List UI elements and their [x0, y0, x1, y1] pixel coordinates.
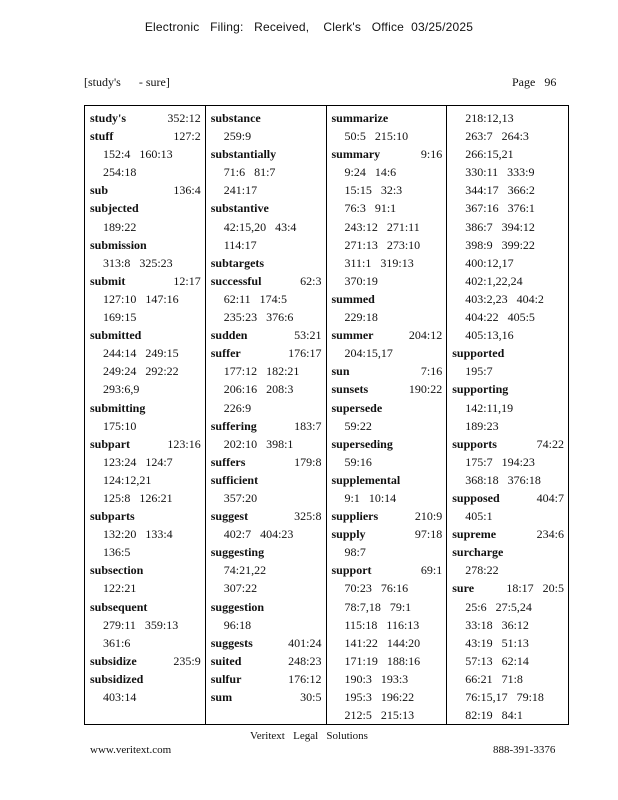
index-ref-line: 226:9 [223, 400, 252, 415]
index-ref: 176:12 [288, 671, 322, 686]
entry-head [332, 471, 443, 489]
index-ref-line: 403:14 [103, 690, 137, 704]
index-ref-line: 66:21 71:8 [465, 671, 523, 686]
index-ref-line: 115:18 116:13 [344, 617, 420, 632]
index-ref: 7:16 [420, 364, 443, 379]
index-term: submission [90, 237, 147, 252]
index-entry [211, 326, 322, 344]
footer-phone: 888-391-3376 [493, 744, 556, 756]
index-term: stuff [90, 129, 114, 144]
index-ref-line: 57:13 62:14 [465, 653, 529, 668]
entry-head [332, 326, 443, 344]
index-ref: 30:5 [300, 690, 322, 704]
index-entry [211, 272, 322, 326]
index-ref-line: 9:1 10:14 [344, 490, 397, 505]
index-term: supporting [452, 382, 509, 397]
entry-head [211, 417, 322, 435]
index-ref-line: 71:6 81:7 [223, 165, 276, 180]
index-ref-line: 177:12 182:21 [223, 364, 300, 379]
entry-head [452, 344, 564, 362]
index-ref-line: 279:11 359:13 [103, 617, 179, 632]
index-term: supplemental [331, 472, 401, 487]
index-term: surcharge [452, 545, 504, 560]
index-ref-line: 171:19 188:16 [344, 653, 421, 668]
index-term: subparts [90, 509, 135, 524]
index-ref-line: 405:1 [465, 509, 493, 524]
entry-head [211, 326, 322, 344]
index-ref-line: 244:14 249:15 [103, 346, 179, 361]
index-ref-line: 204:15,17 [344, 346, 393, 361]
index-ref: 9:16 [420, 147, 443, 162]
index-entry [332, 507, 443, 525]
index-term: suggesting [210, 545, 265, 560]
index-ref-line: 402:7 404:23 [223, 527, 294, 542]
index-ref-line: 266:15,21 [465, 147, 514, 162]
entry-head [90, 670, 201, 688]
index-term: summary [331, 147, 381, 162]
index-ref-line: 132:20 133:4 [103, 527, 173, 542]
index-ref-line: 78:7,18 79:1 [344, 599, 412, 614]
entry-head [211, 344, 322, 362]
entry-head [90, 236, 201, 254]
entry-head [332, 507, 443, 525]
index-ref-line: 70:23 76:16 [344, 581, 409, 596]
index-ref-line: 311:1 319:13 [344, 255, 414, 270]
entry-head [332, 145, 443, 163]
index-entry [332, 561, 443, 724]
index-entry [452, 543, 564, 579]
index-term: summed [331, 291, 375, 306]
index-ref-line: 136:5 [103, 545, 131, 560]
index-entry [332, 471, 443, 507]
index-ref-line: 190:3 193:3 [344, 671, 409, 686]
entry-head [211, 688, 322, 706]
index-term: suggestion [210, 599, 265, 614]
entry-head [90, 199, 201, 217]
index-ref-line: 33:18 36:12 [465, 617, 529, 632]
index-term: suffering [210, 418, 257, 433]
entry-head [211, 507, 322, 525]
index-ref-line: 229:18 [344, 310, 378, 325]
index-column-3 [327, 106, 448, 724]
index-term: subpart [90, 436, 131, 451]
index-term: sulfur [210, 671, 242, 686]
index-entry [452, 525, 564, 543]
index-ref-line: 367:16 376:1 [465, 201, 535, 216]
entry-head [211, 652, 322, 670]
index-term: sum [210, 690, 233, 704]
index-ref-line: 175:10 [103, 418, 137, 433]
index-ref-line: 62:11 174:5 [223, 291, 287, 306]
index-term: subsequent [90, 599, 148, 614]
index-ref-line: 271:13 273:10 [344, 237, 421, 252]
entry-head [332, 399, 443, 417]
index-ref-line: 202:10 398:1 [223, 436, 294, 451]
index-entry [211, 254, 322, 272]
index-entry [90, 109, 201, 127]
index-entry [332, 326, 443, 362]
index-term: sun [331, 364, 350, 379]
index-ref: 404:7 [536, 490, 564, 505]
index-ref: 204:12 [408, 328, 443, 343]
index-entry [452, 435, 564, 489]
index-term: superseding [331, 436, 393, 451]
index-ref-line: 313:8 325:23 [103, 255, 173, 270]
index-term: suggest [210, 509, 249, 524]
index-ref-line: 368:18 376:18 [465, 472, 541, 487]
index-ref-line: 141:22 144:20 [344, 635, 421, 650]
index-entry [211, 507, 322, 543]
index-ref-line: 195:7 [465, 364, 493, 379]
entry-head [452, 579, 564, 597]
entry-head [452, 525, 564, 543]
index-entry [332, 435, 443, 471]
entry-head [211, 634, 322, 652]
index-term: subjected [90, 201, 139, 216]
index-ref-line: 9:24 14:6 [344, 165, 397, 180]
index-ref: 190:22 [408, 382, 443, 397]
index-term: suited [210, 653, 242, 668]
index-ref-line: 263:7 264:3 [465, 129, 529, 144]
entry-head [332, 362, 443, 380]
index-ref: 183:7 [294, 418, 322, 433]
index-entry [90, 326, 201, 398]
index-ref: 325:8 [294, 509, 322, 524]
index-table [84, 105, 569, 725]
index-term: substance [210, 111, 261, 125]
index-entry [332, 380, 443, 398]
index-term: supported [452, 346, 505, 361]
entry-head [452, 543, 564, 561]
entry-head [90, 598, 201, 616]
index-ref-line: 98:7 [344, 545, 366, 560]
entry-head [332, 435, 443, 453]
index-term: subtargets [210, 255, 265, 270]
footer-website: www.veritext.com [90, 744, 172, 756]
entry-head [90, 181, 201, 199]
index-ref-line: 15:15 32:3 [344, 183, 403, 198]
index-ref-line: 293:6,9 [103, 382, 140, 397]
index-ref-line: 243:12 271:11 [344, 219, 420, 234]
index-entry [452, 344, 564, 380]
index-entry [90, 670, 201, 706]
index-term: supersede [331, 400, 383, 415]
index-entry [90, 181, 201, 199]
entry-head [90, 435, 201, 453]
index-term: suggests [210, 635, 253, 650]
index-entry [211, 109, 322, 145]
entry-head [211, 670, 322, 688]
index-ref: 401:24 [288, 635, 322, 650]
index-ref-line: 74:21,22 [223, 563, 267, 578]
entry-head [332, 109, 443, 127]
index-ref-line: 249:24 292:22 [103, 364, 179, 379]
index-ref-line: 122:21 [103, 581, 137, 596]
index-term: support [331, 563, 372, 578]
index-entry [332, 145, 443, 290]
index-ref-line: 189:22 [103, 219, 137, 234]
index-ref-line: 96:18 [223, 617, 252, 632]
index-term: sudden [210, 328, 248, 343]
index-ref-line: 404:22 405:5 [465, 310, 535, 325]
entry-head [90, 399, 201, 417]
index-entry [332, 109, 443, 145]
index-column-1 [85, 106, 206, 724]
entry-head [211, 543, 322, 561]
index-entry [211, 688, 322, 706]
index-entry [90, 652, 201, 670]
index-ref-line: 212:5 215:13 [344, 708, 415, 723]
index-entry [90, 236, 201, 272]
index-ref-line: 76:15,17 79:18 [465, 690, 544, 704]
index-ref-line: 402:1,22,24 [465, 273, 523, 288]
entry-head [452, 435, 564, 453]
index-ref: 235:9 [173, 653, 201, 668]
index-term: substantially [210, 147, 277, 162]
index-ref-line: 361:6 [103, 635, 131, 650]
index-ref-line: 152:4 160:13 [103, 147, 173, 162]
entry-head [332, 561, 443, 579]
index-term: summer [331, 328, 374, 343]
index-ref-line: 189:23 [465, 418, 499, 433]
index-term: supreme [452, 527, 497, 542]
index-term: sunsets [331, 382, 369, 397]
index-entry [211, 417, 322, 453]
index-ref-line: 259:9 [223, 129, 252, 144]
index-ref: 74:22 [536, 436, 564, 451]
index-entry [90, 399, 201, 435]
index-entry [332, 399, 443, 435]
index-term: suffer [210, 346, 241, 361]
index-ref: 176:17 [288, 346, 322, 361]
entry-head [211, 109, 322, 127]
index-entry [90, 598, 201, 652]
index-term: subsection [90, 563, 144, 578]
index-ref: 179:8 [294, 454, 322, 469]
index-ref-line: 254:18 [103, 165, 137, 180]
index-ref: 210:9 [414, 509, 443, 524]
index-entry [90, 561, 201, 597]
index-ref: 18:17 20:5 [506, 581, 564, 596]
entry-head [90, 109, 201, 127]
index-term: sufficient [210, 472, 259, 487]
index-ref-line: 386:7 394:12 [465, 219, 535, 234]
index-range: [study's - sure] [84, 75, 170, 89]
index-ref-line: 123:24 124:7 [103, 454, 173, 469]
index-term: sub [90, 183, 109, 198]
index-term: supposed [452, 490, 500, 505]
index-ref-line: 43:19 51:13 [465, 635, 529, 650]
index-entry [211, 145, 322, 199]
index-entry [211, 652, 322, 670]
index-entry [211, 598, 322, 634]
index-ref-line: 330:11 333:9 [465, 165, 535, 180]
index-ref: 127:2 [173, 129, 201, 144]
index-ref-line: 307:22 [223, 581, 258, 596]
index-ref-line: 42:15,20 43:4 [223, 219, 297, 234]
index-term: successful [210, 273, 262, 288]
index-ref-line: 357:20 [223, 490, 258, 505]
index-ref-line: 114:17 [223, 237, 257, 252]
index-entry [90, 127, 201, 181]
entry-head [211, 598, 322, 616]
index-entry [332, 290, 443, 326]
index-entry [211, 543, 322, 597]
index-ref: 12:17 [173, 273, 201, 288]
index-ref-line: 206:16 208:3 [223, 382, 294, 397]
entry-head [90, 652, 201, 670]
index-ref-line: 175:7 194:23 [465, 454, 535, 469]
index-entry [211, 471, 322, 507]
entry-head [332, 380, 443, 398]
entry-head [332, 290, 443, 308]
index-ref-line: 398:9 399:22 [465, 237, 535, 252]
index-ref-line: 50:5 215:10 [344, 129, 409, 144]
entry-head [211, 254, 322, 272]
index-term: subsidized [90, 671, 144, 686]
index-term: suppliers [331, 509, 379, 524]
index-entry [90, 507, 201, 561]
index-ref: 53:21 [294, 328, 322, 343]
footer-company: Veritext Legal Solutions [250, 730, 368, 742]
index-entry [211, 670, 322, 688]
index-entry [211, 199, 322, 253]
page-number: Page 96 [512, 75, 557, 89]
index-term: supports [452, 436, 497, 451]
index-ref-line: 59:16 [344, 454, 372, 469]
index-term: study's [90, 111, 127, 125]
index-ref-line: 82:19 84:1 [465, 708, 523, 723]
entry-head [332, 525, 443, 543]
index-ref-line: 344:17 366:2 [465, 183, 535, 198]
index-entry [211, 344, 322, 416]
index-ref-line: 405:13,16 [465, 328, 514, 343]
index-term: submitting [90, 400, 146, 415]
index-ref-line: 235:23 376:6 [223, 310, 294, 325]
index-entry [452, 579, 564, 724]
index-ref-line: 125:8 126:21 [103, 490, 173, 505]
index-ref-line: 403:2,23 404:2 [465, 291, 544, 306]
index-term: submit [90, 273, 126, 288]
index-entry [211, 453, 322, 471]
entry-head [211, 471, 322, 489]
entry-head [452, 489, 564, 507]
entry-head [211, 145, 322, 163]
entry-head [90, 272, 201, 290]
index-ref: 248:23 [288, 653, 322, 668]
index-entry [90, 272, 201, 326]
index-entry [90, 199, 201, 235]
index-ref: 234:6 [536, 527, 564, 542]
index-entry [90, 435, 201, 507]
index-term: suffers [210, 454, 246, 469]
index-ref: 136:4 [173, 183, 201, 198]
index-column-4 [447, 106, 568, 724]
index-ref-line: 142:11,19 [465, 400, 514, 415]
index-ref: 97:18 [414, 527, 443, 542]
entry-head [211, 272, 322, 290]
index-ref-line: 241:17 [223, 183, 258, 198]
filing-header: Electronic Filing: Received, Clerk's Office 03/25/2025 [144, 20, 474, 34]
index-ref: 352:12 [167, 111, 201, 125]
index-ref-line: 169:15 [103, 310, 137, 325]
index-term: sure [452, 581, 475, 596]
index-ref-line: 127:10 147:16 [103, 291, 179, 306]
entry-head [211, 453, 322, 471]
index-term: substantive [210, 201, 269, 216]
entry-head [211, 199, 322, 217]
index-ref-line: 59:22 [344, 418, 372, 433]
index-ref-line: 25:6 27:5,24 [465, 599, 532, 614]
index-ref-line: 278:22 [465, 563, 499, 578]
index-term: submitted [90, 328, 142, 343]
index-entry [332, 525, 443, 561]
entry-head [90, 326, 201, 344]
index-column-2 [206, 106, 327, 724]
index-entry [452, 109, 564, 344]
index-entry [211, 634, 322, 652]
index-ref-line: 124:12,21 [103, 472, 152, 487]
index-ref-line: 195:3 196:22 [344, 690, 415, 704]
entry-head [90, 127, 201, 145]
index-ref: 62:3 [300, 273, 322, 288]
entry-head [90, 507, 201, 525]
index-term: supply [331, 527, 366, 542]
index-term: summarize [331, 111, 389, 125]
index-term: subsidize [90, 653, 137, 668]
index-ref-line: 400:12,17 [465, 255, 514, 270]
index-entry [452, 489, 564, 525]
index-ref-line: 370:19 [344, 273, 378, 288]
index-ref: 69:1 [420, 563, 443, 578]
index-ref-line: 76:3 91:1 [344, 201, 397, 216]
index-entry [332, 362, 443, 380]
index-ref-line: 218:12,13 [465, 111, 514, 125]
entry-head [90, 561, 201, 579]
index-entry [452, 380, 564, 434]
index-ref: 123:16 [167, 436, 201, 451]
entry-head [452, 380, 564, 398]
